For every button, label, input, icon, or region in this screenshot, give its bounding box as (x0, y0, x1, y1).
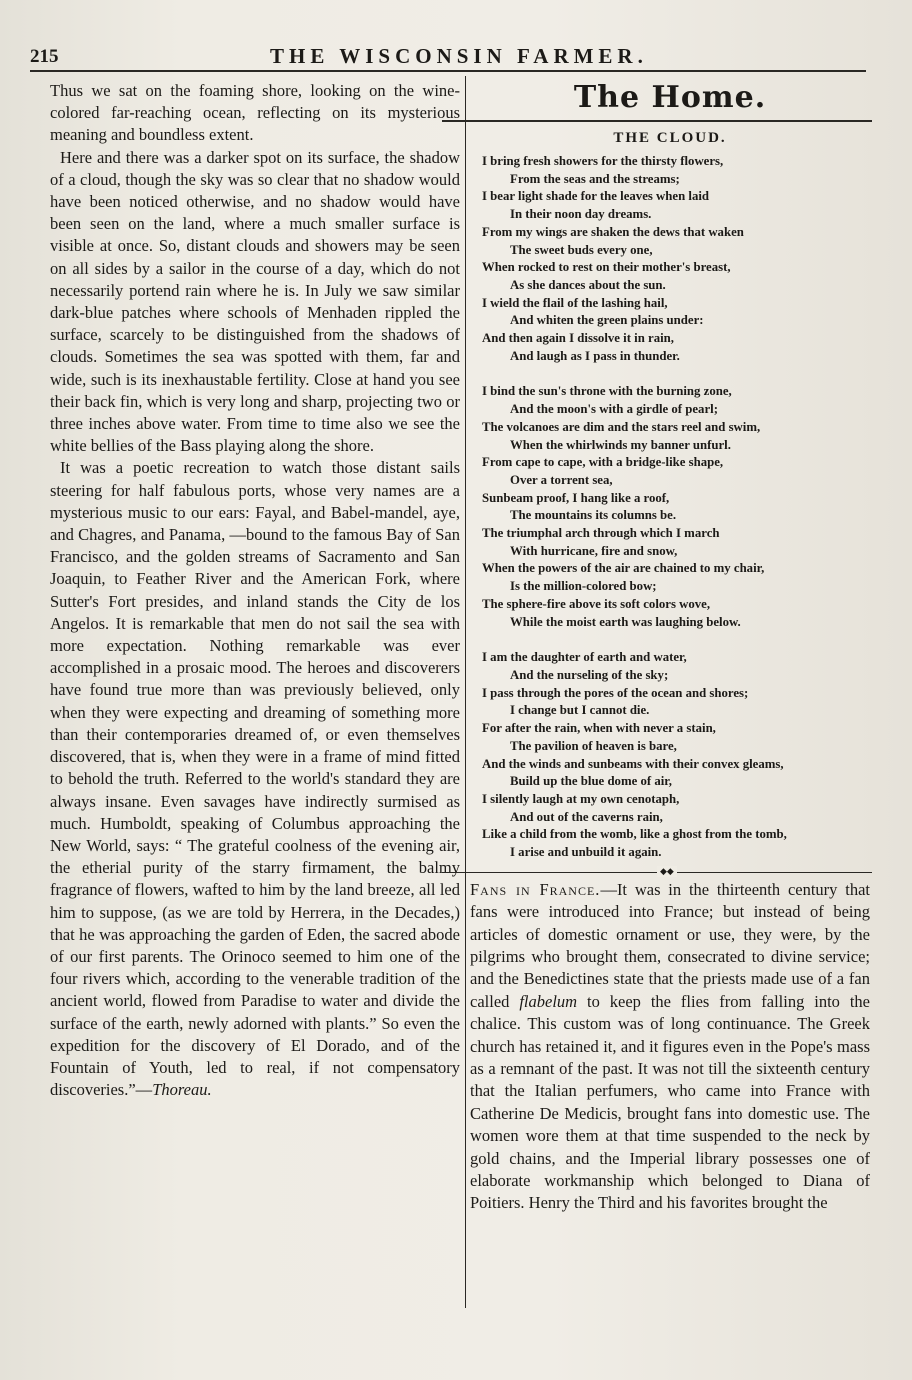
poem-line: I pass through the pores of the ocean and shores; (482, 685, 749, 700)
poem-line: Build up the blue dome of air, (510, 774, 673, 789)
poem-line: I am the daughter of earth and water, (482, 650, 687, 665)
poem-line: And then again I dissolve it in rain, (482, 331, 674, 346)
poem-title: THE CLOUD. (613, 130, 727, 146)
poem-line: Sunbeam proof, I hang like a roof, (482, 490, 670, 505)
paragraph: Here and there was a darker spot on its surface, the shadow of a cloud, though the sky was so clear that no shadow would have been noticed otherwise, and no shadow would have been seen on the land, where a much smaller surface is visible at once. So, distant clouds and showers may be seen on all sides by a sailor in the course of a day, which do not necessarily portend rain where he is. In July we saw similar dark-blue patches where schools of Menhaden rippled the surface, scarcely to be distinguished from the shadows of clouds. Sometimes the sea was spotted with them, far and wide, such is its inexhaustable fertility. Close at hand you see their back fin, which is very long and sharp, projecting two or three inches above water. From time to time also we see the white bellies of the Bass playing along the shore. (50, 147, 460, 456)
paragraph: Thus we sat on the foaming shore, looking on the wine-colored far-reaching ocean, reflecting on its mysterious meaning and boundless extent. (50, 81, 460, 145)
poem-stanza (482, 153, 870, 365)
poem-line: Is the million-colored bow; (510, 579, 657, 594)
poem-line: The pavilion of heaven is bare, (510, 738, 677, 753)
paragraph-text: It was a poetic recreation to watch those distant sails steering for half fabulous ports, whose very names are a mysterious music to our ears: Fayal, and Babel-mandel, aye, and Chagres, and Panama, —bound to the famous Bay of San Francisco, and the golden streams of Sacramento and San Joaquin, to Feather River and the American Fork, where Sutter's Fort presides, and inland stands the City de los Angelos. It is remarkable that men do not sail the sea with more expectation. Nothing remarkable was ever accomplished in a prosaic mood. The heroes and discoverers have found true more than was previously believed, only when they were expecting and dreaming of something more than their contemporaries dreamed of, or even themselves discovered, that is, when they were in a frame of mind fitted to behold the truth. Referred to the world's standard they are always insane. Even savages have indirectly surmised as much. Humboldt, speaking of Columbus approaching the New World, says: “ The grateful coolness of the evening air, the etherial purity of the starry firmament, the balmy fragrance of flowers, wafted to him by the land breeze, all led him to suppose, (as we are told by Herrera, in the Decades,) that he was approaching the garden of Eden, the sacred abode of our first parents. The Orinoco seemed to him one of the four rivers which, according to the venerable tradition of the ancient world, flowed from Paradise to water and divide the surface of the earth, newly adorned with plants.” So even the expedition for the discovery of El Dorado, and of the Fountain of Youth, led to real, if not compensatory discoveries.”— (50, 458, 460, 1100)
author-signature: Thoreau. (152, 1080, 212, 1100)
poem-line: When the powers of the air are chained to my chair, (482, 561, 765, 576)
article-heading: Fans in France. (470, 879, 601, 899)
poem-line: The volcanoes are dim and the stars reel and swim, (482, 419, 761, 434)
masthead: THE WISCONSIN FARMER. (270, 44, 648, 68)
poem-line: The triumphal arch through which I march (482, 526, 720, 541)
poem-line: I bring fresh showers for the thirsty flowers, (482, 154, 724, 168)
article-text: to keep the flies from falling into the chalice. This custom was of long continuance. The Greek church has retained it, and it figures even in the Pope's mass as a remnant of the past. It was not till the sixteenth century that the Italian perfumers, who came into France with Catherine De Medicis, brought fans into domestic use. The women wore them at that time suspended to the neck by gold chains, and the Imperial library possesses one of elaborate workmanship which belonged to Diana of Poitiers. Henry the Third and his favorites brought the (470, 991, 870, 1213)
poem-line: And the nurseling of the sky; (510, 667, 669, 682)
poem-line: From my wings are shaken the dews that waken (482, 224, 744, 239)
poem-line: The mountains its columns be. (510, 508, 677, 523)
poem-line: And out of the caverns rain, (510, 809, 663, 824)
poem-line: I silently laugh at my own cenotaph, (482, 791, 680, 806)
poem-line: And the moon's with a girdle of pearl; (510, 402, 718, 417)
column-divider (465, 76, 466, 1308)
paragraph (50, 457, 460, 1101)
section-title: The Home. (573, 80, 767, 115)
poem-line: Like a child from the womb, like a ghost from the tomb, (482, 827, 787, 842)
poem-line: The sphere-fire above its soft colors wove, (482, 596, 711, 611)
poem-line: I change but I cannot die. (510, 703, 650, 718)
poem-line: For after the rain, when with never a stain, (482, 721, 716, 736)
poem-line: With hurricane, fire and snow, (510, 543, 678, 558)
poem-line: The sweet buds every one, (510, 242, 653, 257)
page-number: 215 (30, 46, 59, 67)
poem (470, 153, 870, 862)
poem-line: I bind the sun's throne with the burning zone, (482, 384, 732, 399)
separator-ornament-icon: ◆◆ (657, 866, 677, 877)
section-rule (442, 120, 872, 122)
poem-stanza (482, 649, 870, 861)
poem-line: And the winds and sunbeams with their convex gleams, (482, 756, 784, 771)
poem-line: From cape to cape, with a bridge-like shape, (482, 455, 724, 470)
article-separator (442, 865, 872, 876)
page-header (30, 34, 880, 70)
right-column (470, 76, 870, 1215)
poem-line: I arise and unbuild it again. (510, 845, 662, 860)
article-text: —It was in the thirteenth century that fans were introduced into France; but instead of being articles of domestic ornament or use, they were, by the pilgrims who brought them, consecrated to divine service; and the Benedictines state that the priests made use of a fan called (470, 879, 870, 1011)
poem-line: I bear light shade for the leaves when laid (482, 189, 710, 204)
fans-article (470, 879, 870, 1215)
poem-line: From the seas and the streams; (510, 171, 680, 186)
poem-line: As she dances about the sun. (510, 277, 666, 292)
left-column (50, 80, 460, 1101)
poem-line: When the whirlwinds my banner unfurl. (510, 437, 731, 452)
poem-stanza (482, 383, 870, 631)
poem-line: While the moist earth was laughing below. (510, 614, 741, 629)
poem-line: And whiten the green plains under: (510, 313, 704, 328)
article-emphasis: flabelum (519, 991, 578, 1011)
poem-line: I wield the flail of the lashing hail, (482, 295, 668, 310)
poem-line: Over a torrent sea, (510, 472, 613, 487)
poem-line: And laugh as I pass in thunder. (510, 348, 680, 363)
poem-line: In their noon day dreams. (510, 207, 652, 222)
poem-line: When rocked to rest on their mother's breast, (482, 260, 731, 275)
header-rule (30, 70, 866, 72)
